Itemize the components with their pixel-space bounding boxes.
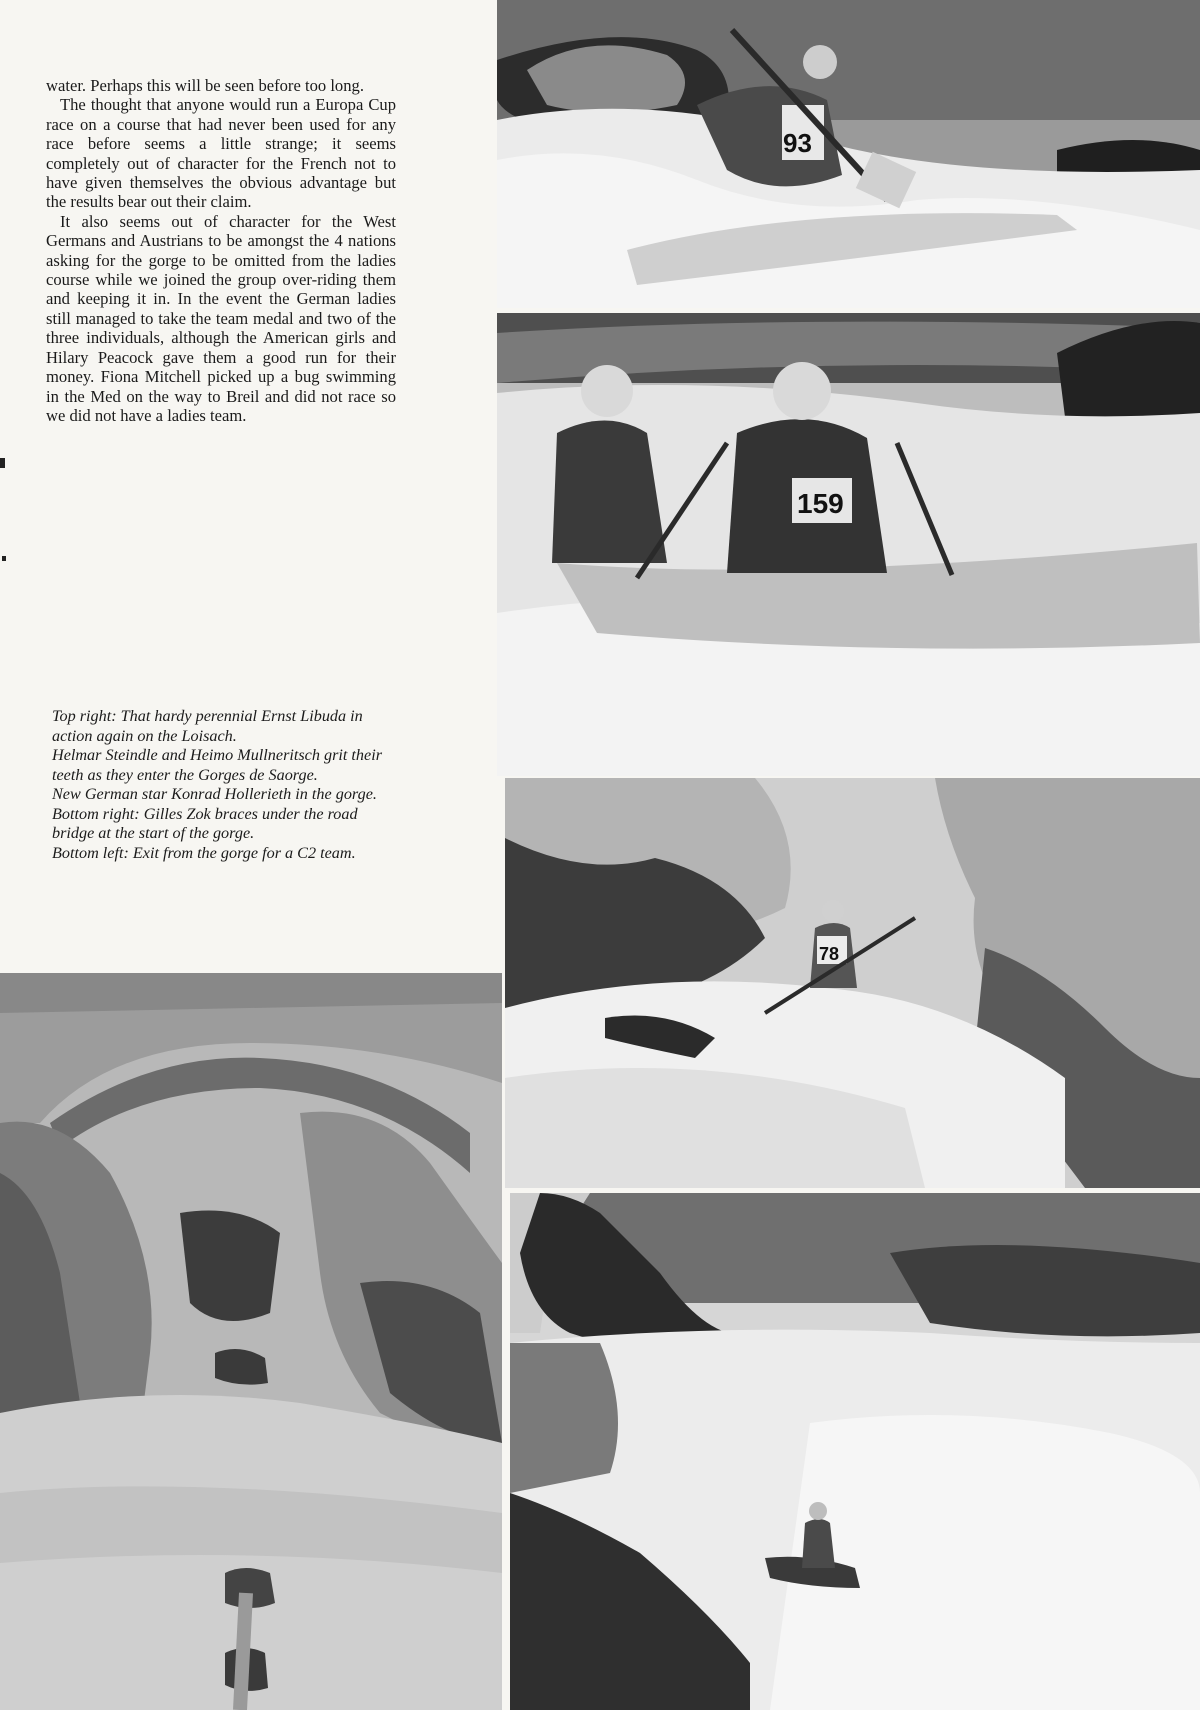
margin-mark <box>2 556 6 561</box>
photo-top-right-canoeist <box>497 0 1200 308</box>
margin-mark <box>0 458 5 468</box>
article-paragraph: It also seems out of character for the West Germans and Austrians to be amongst the 4 nations asking for the gorge to be omitted from the ladies course while we joined the group over-riding them and keeping it in. In the event the German ladies still managed to take the team medal and two of the three individuals, although the American girls and Hilary Peacock gave them a good run for their money. Fiona Mitchell picked up a bug swimming in the Med on the way to Breil and did not race so we did not have a ladies team. <box>46 211 396 425</box>
photo-c2-pair-gorge-entry <box>497 313 1200 776</box>
bib-number: 93 <box>783 128 812 158</box>
bib-number: 159 <box>797 488 844 519</box>
photo-c2-exit-gorge <box>0 973 502 1710</box>
caption-line: New German star Konrad Hollerieth in the gorge. <box>52 785 377 803</box>
photo-bridge-illustration <box>510 1193 1200 1710</box>
photo-gorge-illustration <box>505 778 1200 1188</box>
caption-line: Top right: That hardy perennial Ernst Libuda in action again on the Loisach. <box>52 707 363 745</box>
article-paragraph: water. Perhaps this will be seen before too long. <box>46 76 364 95</box>
photo-canoeist-illustration <box>497 0 1200 308</box>
bib-number: 78 <box>819 944 840 964</box>
photo-bridge-gorge-start <box>510 1193 1200 1710</box>
photo-captions <box>52 707 398 863</box>
article-paragraph: The thought that anyone would run a Europa Cup race on a course that had never been used for any race before seems a little strange; it seems completely out of character for the French not to have given themselves the obvious advantage but the results bear out their claim. <box>46 95 396 212</box>
photo-gorge-single-paddler <box>505 778 1200 1188</box>
caption-line: Bottom left: Exit from the gorge for a C2 team. <box>52 843 356 862</box>
photo-c2-illustration <box>497 313 1200 776</box>
photo-exit-illustration <box>0 973 502 1710</box>
article-text <box>46 76 396 425</box>
caption-line: Bottom right: Gilles Zok braces under the road bridge at the start of the gorge. <box>52 804 358 842</box>
caption-line: Helmar Steindle and Heimo Mullneritsch grit their teeth as they enter the Gorges de Saorge. <box>52 746 383 784</box>
